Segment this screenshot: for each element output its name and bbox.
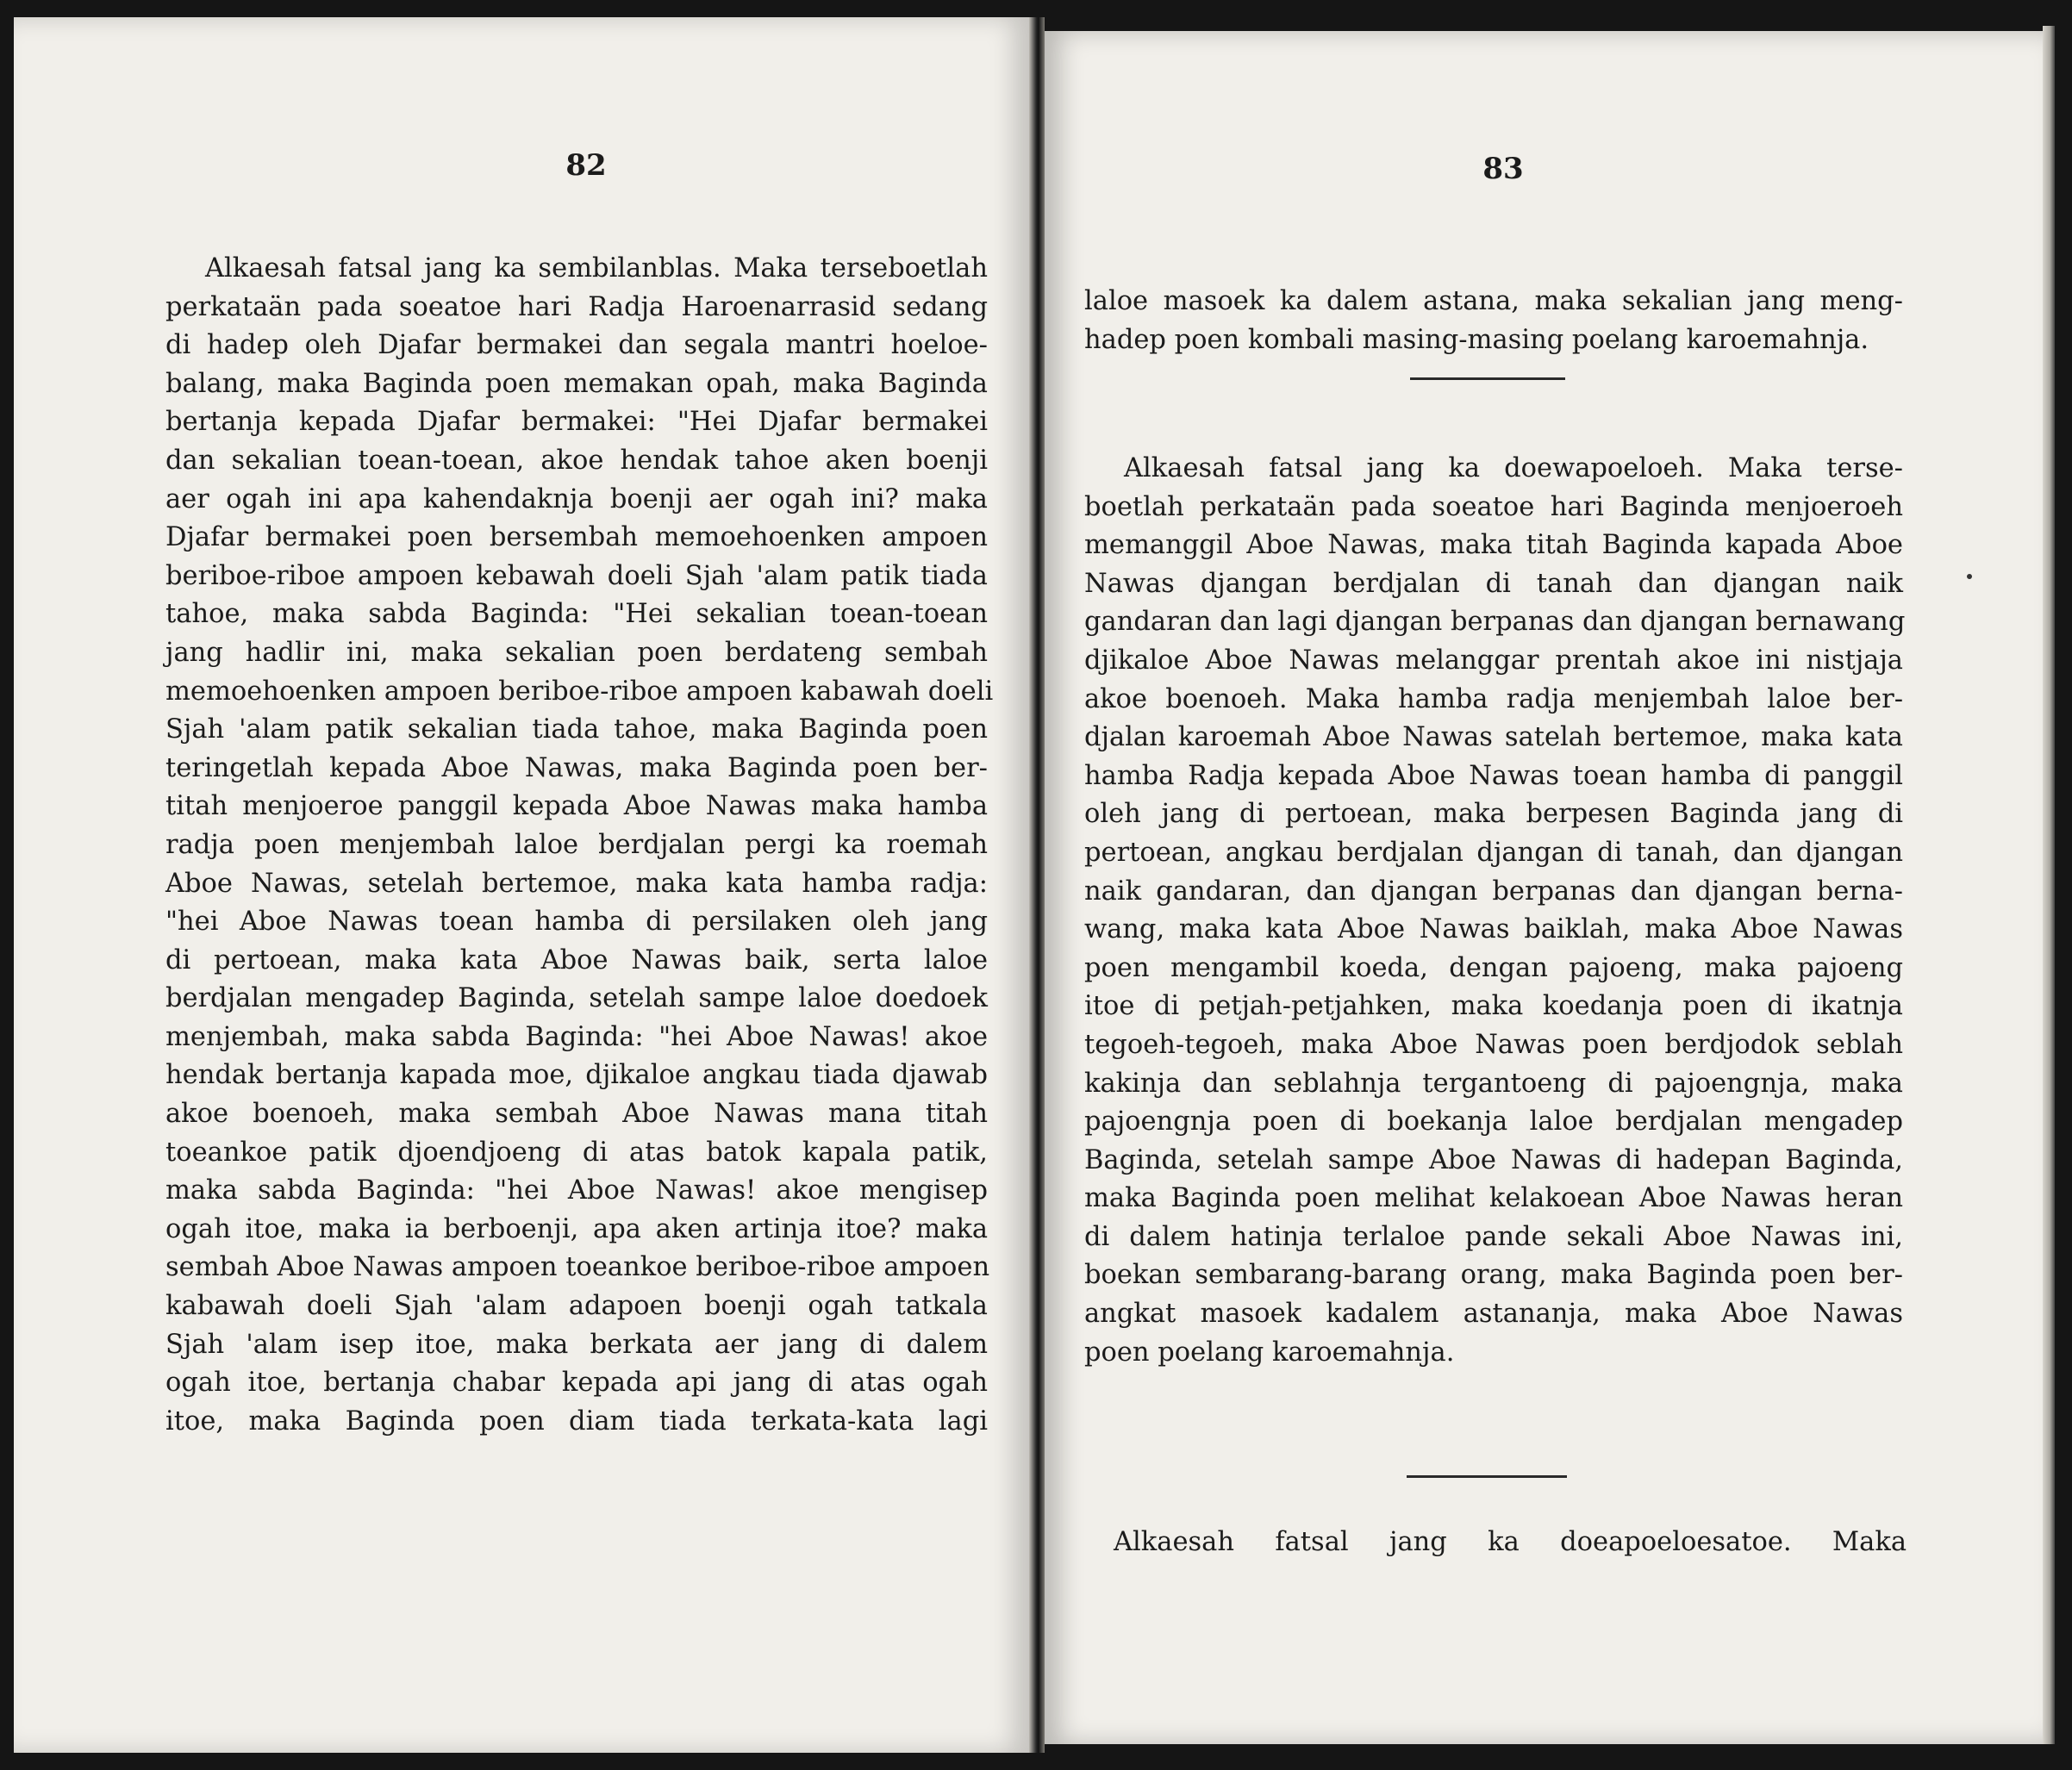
section-divider	[1407, 1475, 1567, 1478]
left-page	[14, 17, 1029, 1753]
page-text	[165, 250, 994, 1441]
next-chapter-text	[1114, 1524, 1907, 1562]
text-line: ogah itoe, maka ia berboenji, apa aken artinja itoe? maka	[165, 1213, 988, 1244]
text-line: sembah Aboe Nawas ampoen toeankoe beriboe-riboe ampoen	[165, 1252, 990, 1283]
text-line: Baginda, setelah sampe Aboe Nawas di hadepan Baginda,	[1084, 1144, 1903, 1175]
text-line: boetlah perkataän pada soeatoe hari Baginda menjoeroeh	[1084, 491, 1903, 522]
text-line: menjembah, maka sabda Baginda: "hei Aboe Nawas! akoe	[165, 1021, 988, 1052]
text-line: hadep poen kombali masing-masing poelang karoemahnja.	[1084, 324, 1869, 355]
text-line: kabawah doeli Sjah 'alam adapoen boenji ogah tatkala	[165, 1291, 988, 1322]
text-line: hendak bertanja kapada moe, djikaloe angkau tiada djawab	[165, 1060, 988, 1091]
text-line: aer ogah ini apa kahendaknja boenji aer ogah ini? maka	[165, 483, 988, 514]
text-line: hamba Radja kepada Aboe Nawas toean hamba di panggil	[1084, 760, 1903, 791]
text-line: toeankoe patik djoendjoeng di atas batok kapala patik,	[165, 1137, 988, 1168]
text-line: tegoeh-tegoeh, maka Aboe Nawas poen berdjodok seblah	[1084, 1029, 1903, 1060]
text-line: djikaloe Aboe Nawas melanggar prentah akoe ini nistjaja	[1084, 645, 1903, 676]
text-line: berdjalan mengadep Baginda, setelah sampe laloe doedoek	[165, 983, 988, 1014]
text-line: Alkaesah fatsal jang ka doeapoeloesatoe. Maka	[1114, 1527, 1907, 1557]
chapter-ending-text	[1084, 283, 1903, 359]
chapter-text	[1084, 450, 1906, 1372]
text-line: Djafar bermakei poen bersembah memoehoenken ampoen	[165, 522, 988, 553]
text-line: bertanja kepada Djafar bermakei: "Hei Djafar bermakei	[165, 407, 988, 438]
text-line: kakinja dan seblahnja tergantoeng di pajoengnja, maka	[1084, 1068, 1903, 1099]
section-divider	[1410, 377, 1565, 380]
text-line: djalan karoemah Aboe Nawas satelah bertemoe, maka kata	[1084, 722, 1903, 753]
paper-speck	[1967, 574, 1972, 579]
text-line: Alkaesah fatsal jang ka doewapoeloeh. Maka terse-	[1124, 453, 1903, 483]
text-line: akoe boenoeh, maka sembah Aboe Nawas mana titah	[165, 1099, 988, 1130]
text-line: tahoe, maka sabda Baginda: "Hei sekalian toean-toean	[165, 599, 988, 630]
text-line: perkataän pada soeatoe hari Radja Haroenarrasid sedang	[165, 291, 988, 322]
text-line: jang hadlir ini, maka sekalian poen berdateng sembah	[165, 637, 988, 668]
text-line: Sjah 'alam patik sekalian tiada tahoe, maka Baginda poen	[165, 714, 988, 745]
book-gutter	[1029, 17, 1045, 1753]
text-line: itoe, maka Baginda poen diam tiada terkata-kata lagi	[165, 1405, 988, 1437]
text-line: memoehoenken ampoen beriboe-riboe ampoen kabawah doeli	[165, 676, 994, 707]
text-line: naik gandaran, dan djangan berpanas dan djangan berna-	[1084, 876, 1903, 907]
text-line: angkat masoek kadalem astananja, maka Aboe Nawas	[1084, 1299, 1903, 1330]
text-line: Aboe Nawas, setelah bertemoe, maka kata hamba radja:	[165, 868, 988, 899]
text-line: boekan sembarang-barang orang, maka Baginda poen ber-	[1084, 1260, 1903, 1291]
text-line: di dalem hatinja terlaloe pande sekali Aboe Nawas ini,	[1084, 1221, 1903, 1252]
text-line: Nawas djangan berdjalan di tanah dan djangan naik	[1084, 568, 1903, 599]
text-line: titah menjoeroe panggil kepada Aboe Nawas maka hamba	[165, 791, 988, 822]
text-line: pertoean, angkau berdjalan djangan di tanah, dan djangan	[1084, 837, 1903, 868]
page-edge	[2043, 26, 2055, 1744]
text-line: wang, maka kata Aboe Nawas baiklah, maka Aboe Nawas	[1084, 914, 1903, 945]
page-number: 82	[565, 148, 607, 183]
text-line: oleh jang di pertoean, maka berpesen Baginda jang di	[1084, 799, 1903, 830]
text-line: itoe di petjah-petjahken, maka koedanja poen di ikatnja	[1084, 991, 1903, 1022]
text-line: teringetlah kepada Aboe Nawas, maka Baginda poen ber-	[165, 752, 988, 783]
right-page	[1045, 31, 2043, 1744]
text-line: ogah itoe, bertanja chabar kepada api jang di atas ogah	[165, 1368, 988, 1399]
text-line: Alkaesah fatsal jang ka sembilanblas. Maka terseboetlah	[205, 253, 988, 284]
text-line: beriboe-riboe ampoen kebawah doeli Sjah 'alam patik tiada	[165, 560, 988, 591]
text-line: poen poelang karoemahnja.	[1084, 1337, 1455, 1368]
text-line: di pertoean, maka kata Aboe Nawas baik, serta laloe	[165, 944, 988, 975]
text-line: memanggil Aboe Nawas, maka titah Baginda kapada Aboe	[1084, 530, 1903, 561]
text-line: pajoengnja poen di boekanja laloe berdjalan mengadep	[1084, 1106, 1903, 1137]
text-line: radja poen menjembah laloe berdjalan pergi ka roemah	[165, 829, 988, 860]
text-line: gandaran dan lagi djangan berpanas dan djangan bernawang	[1084, 607, 1906, 638]
text-line: "hei Aboe Nawas toean hamba di persilaken oleh jang	[165, 907, 988, 938]
text-line: di hadep oleh Djafar bermakei dan segala mantri hoeloe-	[165, 330, 988, 361]
text-line: laloe masoek ka dalem astana, maka sekalian jang meng-	[1084, 286, 1903, 316]
text-line: maka sabda Baginda: "hei Aboe Nawas! akoe mengisep	[165, 1175, 988, 1206]
text-line: akoe boenoeh. Maka hamba radja menjembah laloe ber-	[1084, 683, 1903, 714]
text-line: balang, maka Baginda poen memakan opah, maka Baginda	[165, 368, 988, 399]
text-line: Sjah 'alam isep itoe, maka berkata aer jang di dalem	[165, 1329, 988, 1360]
text-line: poen mengambil koeda, dengan pajoeng, maka pajoeng	[1084, 952, 1903, 983]
text-line: maka Baginda poen melihat kelakoean Aboe Nawas heran	[1084, 1183, 1903, 1214]
page-number: 83	[1482, 152, 1524, 186]
text-line: dan sekalian toean-toean, akoe hendak tahoe aken boenji	[165, 445, 988, 476]
